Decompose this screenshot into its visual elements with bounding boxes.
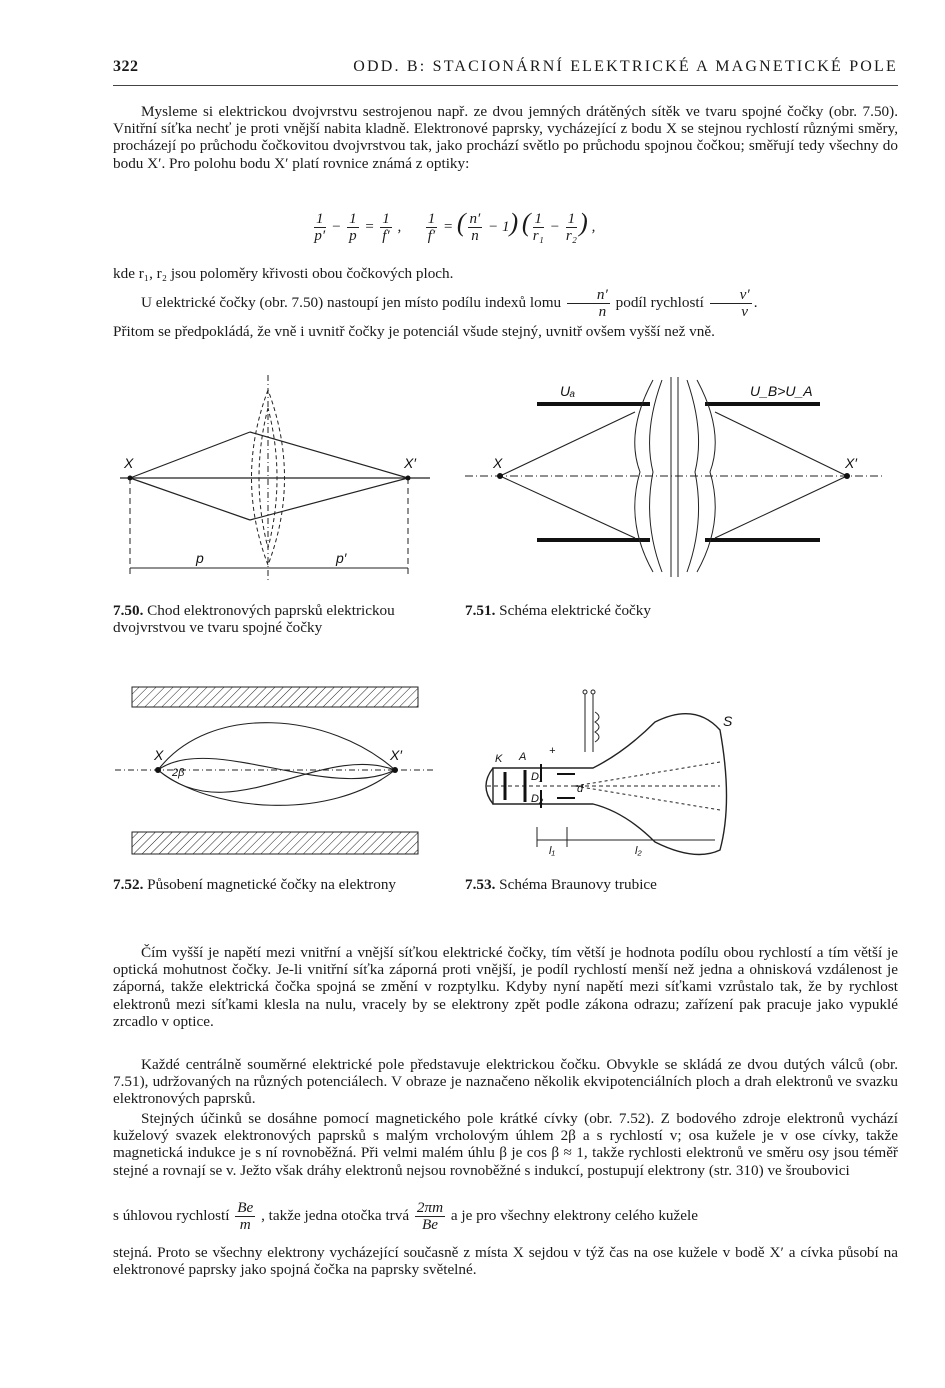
svg-text:2β: 2β (172, 767, 185, 779)
fig50-label-pp: p′ (336, 550, 347, 566)
figure-7-52 (110, 682, 440, 862)
svg-text:D₁: D₁ (531, 771, 543, 783)
svg-text:l₁: l₁ (549, 845, 555, 857)
page-number: 322 (113, 58, 139, 75)
svg-text:d: d (577, 783, 584, 795)
figure-7-51 (465, 372, 895, 597)
paragraph-3-line1: U elektrické čočky (obr. 7.50) nastoupí jen místo podílu indexů lomu $\frac{n'}{n}$ podíl rychlostí $\frac{v'}{v}$ . (141, 286, 758, 320)
svg-text:U_B>U_A: U_B>U_A (750, 383, 813, 399)
fig50-label-x: X (124, 455, 134, 471)
paragraph-6: Stejných účinků se dosáhne pomocí magnetického pole krátké cívky (obr. 7.52). Z bodového zdroje elektronů vychází kuželový svazek elektronových paprsků s malým vrcholovým úhlem 2β a s rychlostí v; osa kužele je v ose cívky, takže magnetická indukce je s ní rovnoběžná. Při velmi malém úhlu β je cos β ≈ 1, takže rychlosti elektronů ve směru osy jsou téměř stejné a rovnají se v. Ježto však dráhy elektronů nejsou rovnoběžné s indukcí, postupují elektrony (str. 310) ve šroubovici (113, 1110, 898, 1179)
header-rule (113, 85, 898, 86)
svg-text:X: X (154, 747, 164, 763)
svg-text:X: X (493, 455, 503, 471)
svg-text:X′: X′ (845, 455, 857, 471)
svg-text:A: A (519, 751, 527, 763)
svg-text:D₂: D₂ (531, 793, 544, 805)
svg-text:Uₐ: Uₐ (560, 383, 576, 399)
paragraph-2: kde r₁, r₂ jsou poloměry křivosti obou čočkových ploch. (113, 265, 454, 282)
running-title: ODD. B: STACIONÁRNÍ ELEKTRICKÉ A MAGNETICKÉ POLE (353, 58, 898, 75)
svg-text:K: K (495, 753, 503, 765)
svg-text:S: S (723, 713, 733, 729)
figure-7-53-caption: 7.53. Schéma Braunovy trubice (465, 876, 657, 893)
fig50-label-p: p (196, 550, 204, 566)
paragraph-1: Mysleme si elektrickou dvojvrstvu sestrojenou např. ze dvou jemných drátěných sítěk ve tvaru spojné čočky (obr. 7.50). Vnitřní síťka nechť je proti vnější nabita kladně. Elektronové paprsky, vycházející z bodu X se stejnou rychlostí různými směry, procházejí po průchodu čočkovitou dvojvrstvou tak, jako prochází světlo po průchodu spojnou čočkou; směřují tedy všechny do bodu X′. Pro polohu bodu X′ platí rovnice známá z optiky: (113, 103, 898, 172)
lens-equation: $\frac{1}{p'}$ − $\frac{1}{p}$ = $\frac{1}{f'}$ , $\frac{1}{f'}$ = ( $\frac{n'}{n}$ − 1) ( $\frac{1}{\text{r₁}}$ − $\frac{1}{\text{r₂}}$ ) , (314, 208, 596, 245)
figure-7-52-caption: 7.52. Působení magnetické čočky na elektrony (113, 876, 397, 893)
figure-7-53 (465, 682, 745, 862)
svg-text:X′: X′ (390, 747, 402, 763)
paragraph-4: Čím vyšší je napětí mezi vnitřní a vnější síťkou elektrické čočky, tím větší je hodnota podílu obou rychlostí a tím větší je optická mohutnost čočky. Je-li vnitřní síťka záporná proti vnější, je podíl rychlostí menší než jedna a ohnisková vzdálenost je záporná, takže elektrická čočka spojná se změní v rozptylku. Kdyby nyní napětí mezi síťkami vzrůstalo tak, že by rychlost elektronů mezi síťkami klesla na nulu, vracely by se elektrony zpět podle zákona odrazu; zařízení pak pracuje jako vypuklé zrcadlo v optice. (113, 944, 898, 1030)
svg-text:l₂: l₂ (635, 845, 642, 857)
paragraph-5: Každé centrálně souměrné elektrické pole představuje elektrickou čočku. Obvykle se skládá ze dvou dutých válců (obr. 7.51), udržovaných na různých potenciálech. V obraze je naznačeno několik ekvipotenciálních ploch a drah elektronů ve svazku elektronových paprsků. (113, 1056, 898, 1108)
figure-7-50-caption: 7.50. Chod elektronových paprsků elektrickou dvojvrstvou ve tvaru spojné čočky (113, 602, 395, 636)
paragraph-7: s úhlovou rychlostí $\frac{Be}{m}$ , takže jedna otočka trvá $\frac{2\pi m}{Be}$ a je pro všechny elektrony celého kužele (113, 1199, 698, 1233)
fig50-label-xp: X′ (404, 455, 416, 471)
figure-7-51-caption: 7.51. Schéma elektrické čočky (465, 602, 651, 619)
svg-text:+: + (549, 745, 556, 757)
paragraph-3-line2: Přitom se předpokládá, že vně i uvnitř čočky je potenciál všude stejný, uvnitř ovšem vyšší než vně. (113, 323, 715, 340)
figure-7-50 (110, 370, 440, 590)
paragraph-8: stejná. Proto se všechny elektrony vycházející současně z místa X sejdou v týž čas na ose kužele v bodě X′ a cívka působí na elektronové paprsky jako spojná čočka na paprsky světelné. (113, 1244, 898, 1279)
